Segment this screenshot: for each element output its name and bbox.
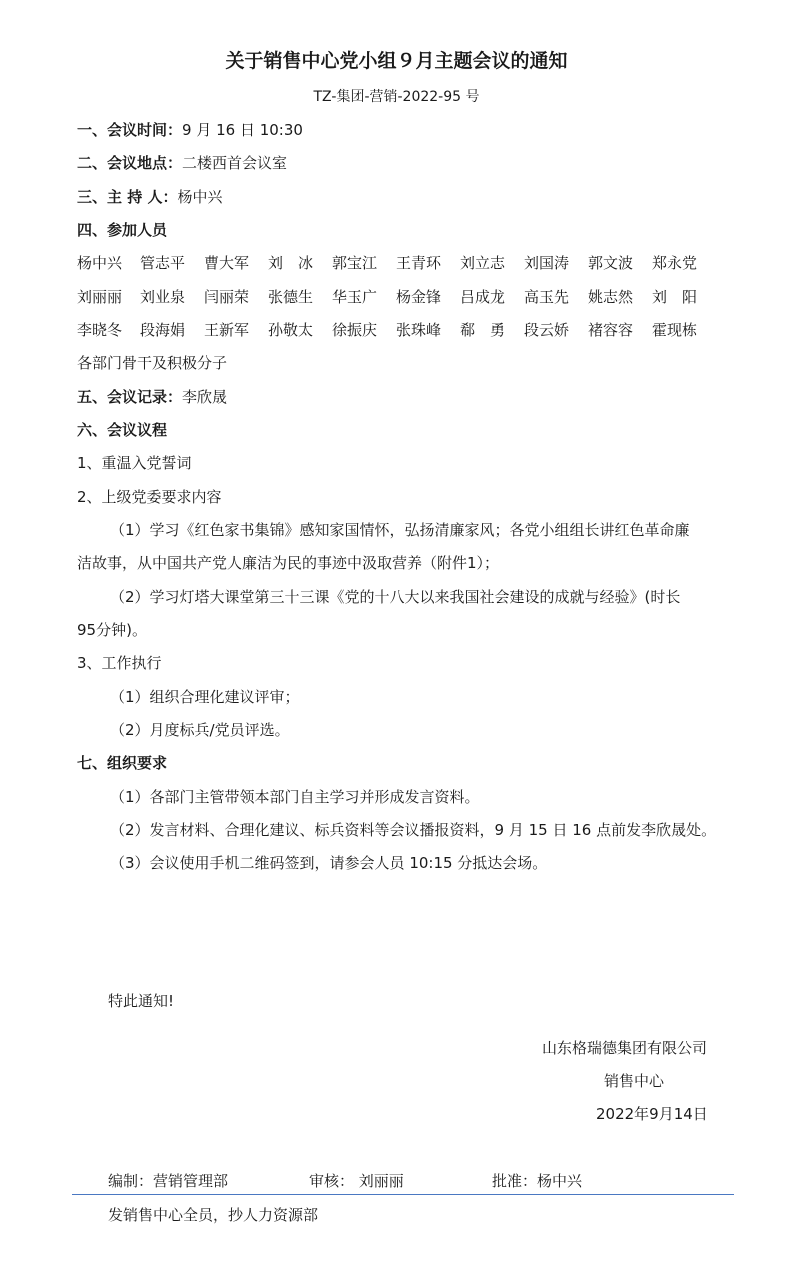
attendees-extra: 各部门骨干及积极分子 <box>77 354 228 372</box>
agenda-item-1: 1、重温入党誓词 <box>77 454 192 472</box>
meeting-place-value: 二楼西首会议室 <box>182 154 288 172</box>
agenda-item-2-sub-2-line-1: （2）学习灯塔大课堂第三十三课《党的十八大以来我国社会建设的成就与经验》(时长 <box>110 588 681 606</box>
recorder-label: 五、会议记录： <box>77 388 183 406</box>
attendee-name: 姚志然 <box>588 288 634 306</box>
attendee-name: 刘立志 <box>460 254 506 272</box>
attendee-name: 杨金锋 <box>396 288 442 306</box>
requirement-item: （2）发言材料、合理化建议、标兵资料等会议播报资料，9 月 15 日 16 点前发李欣晟处。 <box>110 821 717 839</box>
attendee-name: 管志平 <box>140 254 186 272</box>
requirements-heading: 七、组织要求 <box>77 754 168 772</box>
attendee-name: 杨中兴 <box>77 254 123 272</box>
footer-compiled: 编制：营销管理部 <box>108 1172 229 1190</box>
agenda-item-2-sub-1-line-2: 洁故事，从中国共产党人廉洁为民的事迹中汲取营养（附件1）； <box>77 554 500 572</box>
requirement-item: （3）会议使用手机二维码签到，请参会人员 10:15 分抵达会场。 <box>110 854 548 872</box>
attendee-name: 郗 勇 <box>460 321 506 339</box>
attendee-name: 郑永党 <box>652 254 698 272</box>
agenda-heading: 六、会议议程 <box>77 421 168 439</box>
host-label: 三、主 持 人： <box>77 188 178 206</box>
recorder-row <box>77 387 227 407</box>
requirement-item: （1）各部门主管带领本部门自主学习并形成发言资料。 <box>110 788 480 806</box>
attendee-name: 高玉先 <box>524 288 570 306</box>
attendee-name: 张珠峰 <box>396 321 442 339</box>
signature-date: 2022年9月14日 <box>596 1105 708 1123</box>
footer-distribution: 发销售中心全员，抄人力资源部 <box>108 1206 319 1224</box>
attendee-name: 华玉广 <box>332 288 378 306</box>
meeting-time-label: 一、会议时间： <box>77 121 183 139</box>
attendee-name: 刘 阳 <box>652 288 698 306</box>
agenda-item-3: 3、工作执行 <box>77 654 162 672</box>
attendees-heading: 四、参加人员 <box>77 221 168 239</box>
host-row <box>77 187 222 207</box>
attendee-name: 段海娟 <box>140 321 186 339</box>
attendee-name: 吕成龙 <box>460 288 506 306</box>
attendee-name: 郭宝江 <box>332 254 378 272</box>
signature-company: 山东格瑞德集团有限公司 <box>542 1039 708 1057</box>
attendee-name: 闫丽荣 <box>204 288 250 306</box>
attendee-name: 王青环 <box>396 254 442 272</box>
attendee-name: 刘 冰 <box>268 254 314 272</box>
agenda-item-2: 2、上级党委要求内容 <box>77 488 222 506</box>
attendee-name: 刘国涛 <box>524 254 570 272</box>
attendee-name: 褚容容 <box>588 321 634 339</box>
footer-divider <box>72 1194 734 1195</box>
attendee-name: 张德生 <box>268 288 314 306</box>
agenda-item-2-sub-1-line-1: （1）学习《红色家书集锦》感知家国情怀，弘扬清廉家风；各党小组组长讲红色革命廉 <box>110 521 690 539</box>
agenda-item-3-sub-1: （1）组织合理化建议评审； <box>110 688 300 706</box>
attendee-name: 王新军 <box>204 321 250 339</box>
attendee-name: 徐振庆 <box>332 321 378 339</box>
attendee-name: 刘丽丽 <box>77 288 123 306</box>
meeting-time-value: 9 月 16 日 10:30 <box>182 121 303 139</box>
attendee-name: 李晓冬 <box>77 321 123 339</box>
agenda-item-3-sub-2: （2）月度标兵/党员评选。 <box>110 721 290 739</box>
footer-reviewed: 审核： 刘丽丽 <box>309 1172 404 1190</box>
host-value: 杨中兴 <box>177 188 223 206</box>
document-title: 关于销售中心党小组９月主题会议的通知 <box>225 50 568 72</box>
meeting-time-row <box>77 120 303 140</box>
recorder-value: 李欣晟 <box>182 388 228 406</box>
agenda-item-2-sub-2-line-2: 95分钟)。 <box>77 621 147 639</box>
attendee-name: 刘业泉 <box>140 288 186 306</box>
meeting-place-label: 二、会议地点： <box>77 154 183 172</box>
document-number: TZ-集团-营销-2022-95 号 <box>313 89 480 105</box>
attendee-name: 段云娇 <box>524 321 570 339</box>
signature-department: 销售中心 <box>604 1072 665 1090</box>
attendee-name: 曹大军 <box>204 254 250 272</box>
attendee-name: 孙敬太 <box>268 321 314 339</box>
attendee-name: 郭文波 <box>588 254 634 272</box>
meeting-place-row <box>77 153 287 173</box>
attendee-name: 霍现栋 <box>652 321 698 339</box>
closing-remark: 特此通知! <box>108 992 175 1010</box>
footer-approved: 批准：杨中兴 <box>492 1172 583 1190</box>
